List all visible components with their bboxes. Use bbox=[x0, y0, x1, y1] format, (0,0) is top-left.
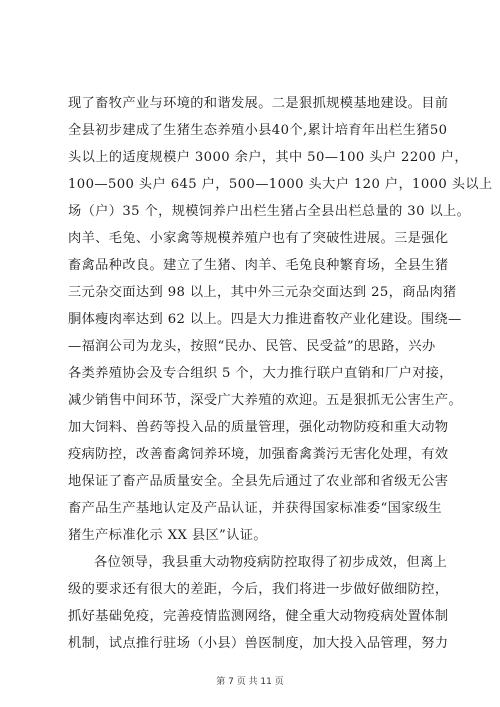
text-line: 地保证了畜产品质量安全。全县先后通过了农业部和省级无公害 bbox=[68, 474, 449, 489]
text-line: 三元杂交面达到 98 以上，其中外三元杂交面达到 25，商品肉猪 bbox=[68, 285, 457, 300]
text-line: 各类养殖协会及专合组织 5 个，大力推行联户直销和厂户对接， bbox=[68, 366, 453, 381]
text-line: 机制，试点推行驻场（小县）兽医制度，加大投入品管理，努力 bbox=[68, 636, 449, 651]
text-line: 各位领导，我县重大动物疫病防控取得了初步成效，但离上 bbox=[94, 555, 448, 570]
text-line: 畜产品生产基地认定及产品认证，并获得国家标准委“国家级生 bbox=[68, 501, 443, 516]
text-line: 减少销售中间环节，深受广大养殖的欢迎。五是狠抓无公害生产。 bbox=[68, 393, 463, 408]
text-line: 级的要求还有很大的差距，今后，我们将进一步做好做细防控， bbox=[68, 582, 449, 597]
page-number-footer: 第 7 页 共 11 页 bbox=[216, 677, 284, 687]
text-line: 现了畜牧产业与环境的和谐发展。二是狠抓规模基地建设。目前 bbox=[68, 96, 449, 111]
text-line: 100—500 头户 645 户，500—1000 头大户 120 户，1000 头以上 bbox=[68, 177, 493, 192]
text-line: 头以上的适度规模户 3000 余户，其中 50—100 头户 2200 户， bbox=[68, 150, 468, 165]
text-line: 肉羊、毛兔、小家禽等规模养殖户也有了突破性进展。三是强化 bbox=[68, 231, 449, 246]
text-line: 畜禽品种改良。建立了生猪、肉羊、毛兔良种繁育场，全县生猪 bbox=[68, 258, 449, 273]
text-line: 疫病防控，改善畜禽饲养环境，加强畜禽粪污无害化处理，有效 bbox=[68, 447, 449, 462]
text-line: 胴体瘦肉率达到 62 以上。四是大力推进畜牧产业化建设。围绕— bbox=[68, 312, 462, 327]
text-line: —福润公司为龙头，按照“民办、民管、民受益”的思路，兴办 bbox=[68, 339, 436, 354]
text-line: 加大饲料、兽药等投入品的质量管理，强化动物防疫和重大动物 bbox=[68, 420, 449, 435]
text-line: 抓好基础免疫，完善疫情监测网络，健全重大动物疫病处置体制 bbox=[68, 609, 449, 624]
text-line: 猪生产标准化示 XX 县区”认证。 bbox=[68, 528, 267, 543]
text-line: 场（户）35 个，规模饲养户出栏生猪占全县出栏总量的 30 以上。 bbox=[68, 204, 471, 219]
text-line: 全县初步建成了生猪生态养殖小县40个,累计培育年出栏生猪50 bbox=[68, 123, 448, 138]
